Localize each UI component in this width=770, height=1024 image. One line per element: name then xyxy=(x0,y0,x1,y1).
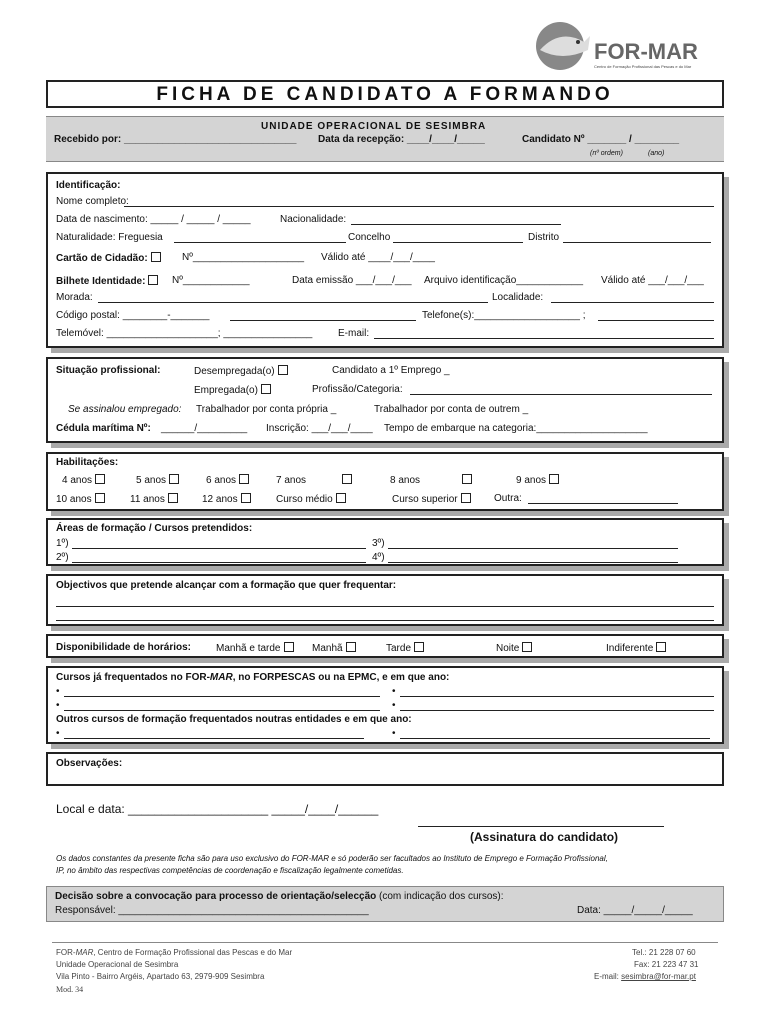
employed-checkbox[interactable] xyxy=(261,384,271,394)
area-2-field[interactable] xyxy=(72,562,366,563)
footer-org: FOR-MAR, Centro de Formação Profissional das Pescas e do Mar xyxy=(56,948,293,957)
full-name-field[interactable] xyxy=(124,206,714,207)
id-card-label: Bilhete Identidade: xyxy=(56,275,158,288)
fish-logo-icon xyxy=(532,20,592,72)
signature-label: (Assinatura do candidato) xyxy=(470,830,619,844)
qual-10-years[interactable]: 10 anos xyxy=(56,493,105,506)
unemployed-checkbox[interactable] xyxy=(278,365,288,375)
qual-10-checkbox[interactable] xyxy=(95,493,105,503)
unit-heading: UNIDADE OPERACIONAL DE SESIMBRA xyxy=(261,121,487,132)
candidate-number[interactable]: Candidato Nº _______ / ________ xyxy=(522,134,680,145)
profession-field[interactable] xyxy=(410,394,712,395)
footer-unit: Unidade Operacional de Sesimbra xyxy=(56,960,179,969)
morning-afternoon-option[interactable]: Manhã e tarde xyxy=(216,642,294,655)
employee-option[interactable]: Trabalhador por conta de outrem _ xyxy=(374,404,529,415)
if-employed-label: Se assinalou empregado: xyxy=(68,404,182,415)
objectives-section xyxy=(46,574,724,626)
footer-phone: Tel.: 21 228 07 60 xyxy=(632,948,696,957)
title-box xyxy=(46,80,724,108)
citizen-card-checkbox[interactable] xyxy=(151,252,161,262)
other-courses-title: Outros cursos de formação frequentados noutras entidades e em que ano: xyxy=(56,714,412,725)
email-field[interactable] xyxy=(374,338,714,339)
qualifications-title: Habilitações: xyxy=(56,457,119,468)
phones[interactable]: Telefone(s):___________________ ; xyxy=(422,310,586,321)
concelho-label: Concelho xyxy=(348,232,391,243)
qual-9-checkbox[interactable] xyxy=(549,474,559,484)
qual-medium-checkbox[interactable] xyxy=(336,493,346,503)
freguesia-field[interactable] xyxy=(174,242,346,243)
profession-label: Profissão/Categoria: xyxy=(312,384,403,395)
morning-checkbox[interactable] xyxy=(346,642,356,652)
footer-fax: Fax: 21 223 47 31 xyxy=(634,960,699,969)
objectives-title: Objectivos que pretende alcançar com a formação que quer frequentar: xyxy=(56,580,397,591)
id-card-checkbox[interactable] xyxy=(148,275,158,285)
training-areas-section xyxy=(46,518,724,566)
nationality-field[interactable] xyxy=(351,224,561,225)
decision-title: Decisão sobre a convocação para processo de orientação/selecção (com indicação dos cursos): xyxy=(55,891,504,902)
disclaimer-line-2: IP, no âmbito das respectivas competências de coordenação e fiscalização legalmente cometidas. xyxy=(56,866,404,875)
availability-title: Disponibilidade de horários: xyxy=(56,642,192,653)
logo xyxy=(532,20,722,72)
received-by[interactable]: Recebido por: _______________________________ xyxy=(54,134,297,145)
logo-name: FOR-MAR xyxy=(594,39,698,64)
qual-higher-course[interactable]: Curso superior xyxy=(392,493,471,506)
area-3-field[interactable] xyxy=(388,548,678,549)
birth-date[interactable]: Data de nascimento: _____ / _____ / _____ xyxy=(56,214,251,225)
qual-6-checkbox[interactable] xyxy=(239,474,249,484)
qualifications-section xyxy=(46,452,724,511)
night-checkbox[interactable] xyxy=(522,642,532,652)
objectives-line-1[interactable] xyxy=(56,606,714,607)
afternoon-checkbox[interactable] xyxy=(414,642,424,652)
course-bullet-3: • xyxy=(56,700,60,711)
qual-8-years[interactable]: 8 anos xyxy=(390,474,472,487)
professional-situation-section xyxy=(46,357,724,443)
course-field-3[interactable] xyxy=(64,710,380,711)
morning-option[interactable]: Manhã xyxy=(312,642,356,655)
first-job-option[interactable]: Candidato a 1º Emprego _ xyxy=(332,365,450,376)
area-3-label: 3º) xyxy=(372,538,385,549)
night-option[interactable]: Noite xyxy=(496,642,532,655)
footer-address: Vila Pinto - Bairro Argéis, Apartado 63, 2979-909 Sesimbra xyxy=(56,972,265,981)
courses-section xyxy=(46,666,724,744)
full-name-label: Nome completo: xyxy=(56,196,129,207)
id-card-number[interactable]: Nº____________ xyxy=(172,275,250,286)
courses-attended-title: Cursos já frequentados no FOR-MAR, no FORPESCAS ou na EPMC, e em que ano: xyxy=(56,672,450,683)
postal-locality-field[interactable] xyxy=(230,320,416,321)
area-1-label: 1º) xyxy=(56,538,69,549)
decision-section xyxy=(46,886,724,922)
indifferent-option[interactable]: Indiferente xyxy=(606,642,666,655)
qual-higher-checkbox[interactable] xyxy=(461,493,471,503)
qual-other-label: Outra: xyxy=(494,493,522,504)
course-field-6[interactable] xyxy=(400,738,710,739)
qual-other-field[interactable] xyxy=(528,503,678,504)
course-field-1[interactable] xyxy=(64,696,380,697)
naturality-label: Naturalidade: Freguesia xyxy=(56,232,163,243)
qual-7-years[interactable]: 7 anos xyxy=(276,474,352,487)
course-bullet-4: • xyxy=(392,700,396,711)
footer-model: Mod. 34 xyxy=(56,985,84,994)
id-card-validity[interactable]: Válido até ___/___/___ xyxy=(601,275,704,286)
course-field-2[interactable] xyxy=(400,696,714,697)
self-employed-option[interactable]: Trabalhador por conta própria _ xyxy=(196,404,337,415)
maritime-card-label: Cédula marítima Nº: xyxy=(56,423,151,434)
observations-title: Observações: xyxy=(56,758,123,769)
qual-12-checkbox[interactable] xyxy=(241,493,251,503)
qual-9-years[interactable]: 9 anos xyxy=(516,474,559,487)
area-4-field[interactable] xyxy=(388,562,678,563)
qual-8-checkbox[interactable] xyxy=(462,474,472,484)
availability-section xyxy=(46,634,724,658)
footer-divider xyxy=(52,942,718,943)
objectives-line-2[interactable] xyxy=(56,620,714,621)
footer-email: E-mail: sesimbra@for-mar.pt xyxy=(594,972,696,981)
citizen-card-number[interactable]: Nº____________________ xyxy=(182,252,305,263)
nationality-label: Nacionalidade: xyxy=(280,214,347,225)
course-bullet-1: • xyxy=(56,686,60,697)
disclaimer-line-1: Os dados constantes da presente ficha são para uso exclusivo do FOR-MAR e só poderão ser facultados ao Instituto de Emprego e Formação Profissional, xyxy=(56,854,608,863)
qual-4-years[interactable]: 4 anos xyxy=(62,474,105,487)
qual-6-years[interactable]: 6 anos xyxy=(206,474,249,487)
boarding-time[interactable]: Tempo de embarque na categoria:____________________ xyxy=(384,423,648,434)
locality-label: Localidade: xyxy=(492,292,544,303)
qual-12-years[interactable]: 12 anos xyxy=(202,493,251,506)
course-bullet-5: • xyxy=(56,728,60,739)
mobile[interactable]: Telemóvel: ____________________; ________________ xyxy=(56,328,313,339)
reception-date[interactable]: Data da recepção: ____/____/_____ xyxy=(318,134,485,145)
morning-afternoon-checkbox[interactable] xyxy=(284,642,294,652)
qual-4-checkbox[interactable] xyxy=(95,474,105,484)
course-field-4[interactable] xyxy=(400,710,714,711)
observations-section[interactable] xyxy=(46,752,724,786)
unit-section xyxy=(46,116,724,162)
ident-title: Identificação: xyxy=(56,180,121,191)
logo-tagline: Centro de Formação Profissional das Pescas e do Mar xyxy=(594,64,692,69)
email-label: E-mail: xyxy=(338,328,370,339)
employed-option[interactable]: Empregada(o) xyxy=(194,384,271,397)
footer-email-link[interactable]: sesimbra@for-mar.pt xyxy=(621,972,696,981)
address-field[interactable] xyxy=(98,302,488,303)
page-title: FICHA DE CANDIDATO A FORMANDO xyxy=(156,84,614,105)
qual-11-years[interactable]: 11 anos xyxy=(130,493,178,506)
decision-date[interactable]: Data: _____/_____/_____ xyxy=(577,905,693,916)
qual-7-checkbox[interactable] xyxy=(342,474,352,484)
indifferent-checkbox[interactable] xyxy=(656,642,666,652)
course-field-5[interactable] xyxy=(64,738,364,739)
area-4-label: 4º) xyxy=(372,552,385,563)
prof-situation-title: Situação profissional: xyxy=(56,365,161,376)
address-label: Morada: xyxy=(56,292,93,303)
place-and-date[interactable]: Local e data: _____________________ _____/____/______ xyxy=(56,802,379,816)
qual-5-checkbox[interactable] xyxy=(169,474,179,484)
postal-code[interactable]: Código postal: ________-_______ xyxy=(56,310,210,321)
phones-field[interactable] xyxy=(598,320,714,321)
citizen-card-validity[interactable]: Válido até ____/___/____ xyxy=(321,252,435,263)
ordem-label: (nº ordem) xyxy=(590,150,623,157)
distrito-label: Distrito xyxy=(528,232,560,243)
distrito-field[interactable] xyxy=(563,242,711,243)
qual-medium-course[interactable]: Curso médio xyxy=(276,493,346,506)
id-card-issue-date[interactable]: Data emissão ___/___/___ xyxy=(292,275,412,286)
id-card-archive[interactable]: Arquivo identificação____________ xyxy=(424,275,584,286)
qual-11-checkbox[interactable] xyxy=(168,493,178,503)
inscription-date[interactable]: Inscrição: ___/___/____ xyxy=(266,423,373,434)
qual-5-years[interactable]: 5 anos xyxy=(136,474,179,487)
area-1-field[interactable] xyxy=(72,548,366,549)
locality-field[interactable] xyxy=(551,302,714,303)
signature-line[interactable] xyxy=(418,826,664,827)
unemployed-option[interactable]: Desempregada(o) xyxy=(194,365,288,378)
citizen-card-label: Cartão de Cidadão: xyxy=(56,252,161,265)
identification-section xyxy=(46,172,724,348)
maritime-card-field[interactable]: ______/_________ xyxy=(161,423,248,434)
course-bullet-2: • xyxy=(392,686,396,697)
training-areas-title: Áreas de formação / Cursos pretendidos: xyxy=(56,523,253,534)
afternoon-option[interactable]: Tarde xyxy=(386,642,424,655)
area-2-label: 2º) xyxy=(56,552,69,563)
ano-label: (ano) xyxy=(648,150,665,157)
course-bullet-6: • xyxy=(392,728,396,739)
concelho-field[interactable] xyxy=(393,242,523,243)
decision-responsible[interactable]: Responsável: _____________________________________________ xyxy=(55,905,369,916)
